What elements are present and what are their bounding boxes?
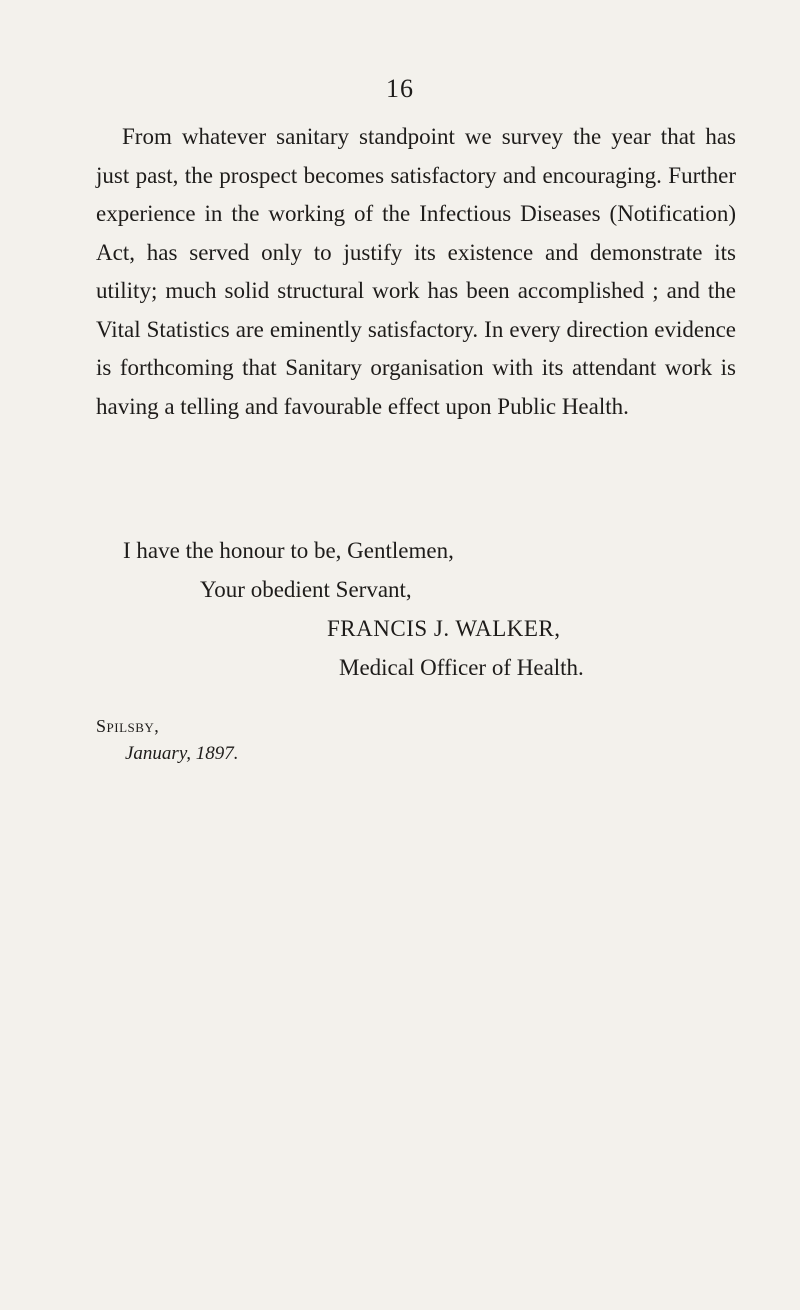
page-number: 16 [386, 74, 414, 103]
signatory-title: Medical Officer of Health. [339, 655, 584, 680]
date-line: January, 1897. [125, 743, 239, 764]
closing-salutation: I have the honour to be, Gentlemen, [123, 538, 454, 563]
place-name: Spilsby, [96, 716, 160, 736]
closing-servant-line: Your obedient Servant, [200, 577, 412, 602]
signatory-name: FRANCIS J. WALKER, [327, 616, 561, 641]
body-paragraph: From whatever sanitary standpoint we survey the year that has just past, the prospect becomes satisfactory and encouraging. Further experience in the working of the Infectious Diseases (Notification) Act, has served only to justify its existence and demonstrate its utility; much solid structural work has been accomplished ; and the Vital Statistics are eminently satisfactory. In every direction evidence is forthcoming that Sanitary organisation with its attendant work is having a telling and favourable effect upon Public Health. [96, 124, 736, 419]
